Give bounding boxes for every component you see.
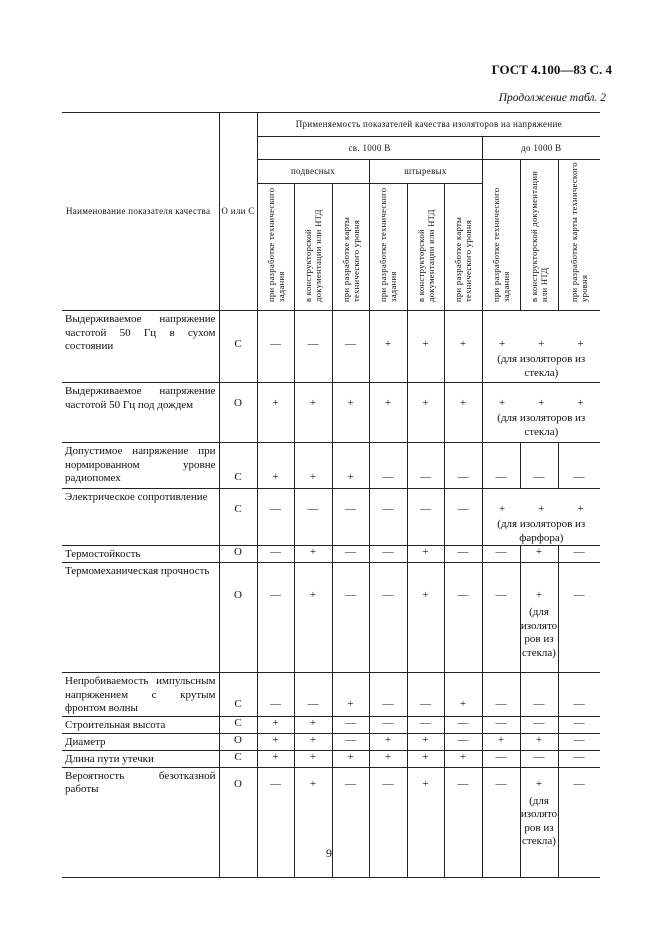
table-continuation-label: Продолжение табл. 2 [498,92,606,104]
applicability-mark: — [533,750,545,763]
header-suspended: подвесных [257,160,369,184]
applicability-mark: + [384,750,392,763]
applicability-mark: — [457,471,469,483]
applicability-cell [520,750,558,767]
header-subcol-7: при разработке технического задания [482,160,520,311]
applicability-mark: — [573,698,585,710]
applicability-cell [558,673,600,717]
applicability-cell [407,563,444,673]
applicability-cell [294,733,332,750]
indicator-name: Длина пути утечки [62,750,219,767]
table-row [62,546,600,563]
applicability-mark: — [495,777,507,790]
header-subcol-6: при разработке карты технического уровня [444,184,482,311]
applicability-mark: — [457,546,469,558]
applicability-mark: + [309,471,317,483]
o-or-c-value: О [219,767,257,877]
o-or-c-value: О [219,383,257,443]
applicability-cell [520,733,558,750]
applicability-mark: — [573,546,585,558]
applicability-cell: + [257,383,294,443]
applicability-cell [558,767,600,877]
applicability-mark: + [272,750,279,763]
o-or-c-value: О [219,733,257,750]
applicability-cell: — [369,489,407,546]
applicability-cell: — [332,489,369,546]
applicability-mark: — [457,777,469,790]
applicability-cell [407,546,444,563]
applicability-cell [332,716,369,733]
applicability-mark: + [459,750,467,763]
applicability-cell: — [407,489,444,546]
applicability-cell [332,733,369,750]
applicability-mark: — [345,733,356,746]
o-or-c-value: С [219,489,257,546]
applicability-cell: + [294,383,332,443]
applicability-mark: — [495,546,507,558]
applicability-mark: + [272,733,279,746]
applicability-mark: + [272,471,279,483]
applicability-cell [257,673,294,717]
indicator-name: Электрическое сопротивление [62,489,219,546]
applicability-mark: — [573,777,585,790]
indicator-name: Диаметр [62,733,219,750]
applicability-cell [558,733,600,750]
applicability-cell [257,563,294,673]
applicability-cell: — [332,311,369,383]
applicability-mark: + [497,733,505,746]
applicability-mark: — [270,777,281,790]
applicability-cell: + [332,383,369,443]
applicability-cell [482,750,520,767]
cell-note: (для изоляторов из стекла) [497,353,586,379]
applicability-mark: + [422,589,429,601]
applicability-cell [332,767,369,877]
applicability-mark: — [495,589,507,601]
applicability-cell [444,733,482,750]
applicability-cell [444,443,482,489]
indicator-name: Термостойкость [62,546,219,563]
applicability-cell [444,546,482,563]
header-subcol-2: в конструкторской документации или НТД [294,184,332,311]
applicability-mark: — [345,777,356,790]
indicator-name: Непробиваемость импульсным напряжением с крутым фронтом волны [62,673,219,717]
applicability-cell [444,750,482,767]
header-o-or-c: О или С [219,113,257,311]
applicability-cell [369,733,407,750]
applicability-cell [369,750,407,767]
applicability-cell [520,716,558,733]
applicability-cell [444,716,482,733]
header-pin: штыревых [369,160,482,184]
applicability-cell [444,673,482,717]
applicability-cell [482,767,520,877]
applicability-cell [294,563,332,673]
applicability-cell [520,563,558,673]
table-row [62,383,600,443]
applicability-cell [482,733,520,750]
applicability-mark: — [495,750,507,763]
applicability-cell [558,443,600,489]
applicability-mark: — [382,716,394,729]
applicability-cell [332,563,369,673]
header-subcol-4: при разработке технического задания [369,184,407,311]
applicability-mark: — [533,471,545,483]
applicability-mark: + [347,750,354,763]
applicability-cell [482,673,520,717]
applicability-cell [558,716,600,733]
table-row [62,563,600,673]
applicability-mark: — [573,750,585,763]
header-indicator-name: Наименование показателя качества [62,113,219,311]
o-or-c-value: С [219,750,257,767]
applicability-cell [294,546,332,563]
applicability-mark: — [382,698,394,710]
applicability-mark: — [573,716,585,729]
applicability-cell: + [498,338,506,350]
quality-indicators-table [62,112,600,878]
o-or-c-value: О [219,546,257,563]
indicator-name: Строительная высота [62,716,219,733]
applicability-mark: + [272,716,279,729]
applicability-cell [257,546,294,563]
applicability-mark: + [422,546,429,558]
applicability-cell: + [369,311,407,383]
applicability-cell [482,443,520,489]
applicability-cell [257,750,294,767]
applicability-mark: — [270,546,281,558]
applicability-mark: — [573,589,585,601]
applicability-mark: — [573,471,585,483]
o-or-c-value: С [219,673,257,717]
applicability-mark: — [533,716,545,729]
header-subcol-9: при разработке карты технического уровня [558,160,600,311]
applicability-cell [294,443,332,489]
table-row [62,750,600,767]
applicability-cell: + [407,311,444,383]
applicability-mark: — [495,716,507,729]
indicator-name: Вероятность безотказной работы [62,767,219,877]
applicability-cell: + [444,311,482,383]
applicability-mark: + [459,698,467,710]
applicability-cell: + [369,383,407,443]
cell-note: (для изоляторов из стекла) [497,412,586,438]
applicability-mark: + [309,716,317,729]
applicability-cell: + [577,397,584,409]
applicability-cell [407,443,444,489]
applicability-cell [482,546,520,563]
applicability-cell [257,443,294,489]
applicability-mark: — [382,777,394,790]
applicability-cell: + [577,338,584,350]
applicability-mark: + [535,777,543,790]
applicability-cell [369,563,407,673]
header-over-1000v: св. 1000 В [257,137,482,160]
applicability-cell: — [444,489,482,546]
applicability-cell [520,767,558,877]
applicability-cell [332,546,369,563]
applicability-mark: — [420,716,431,729]
applicability-mark: + [422,733,429,746]
applicability-cell [407,750,444,767]
table-row [62,489,600,546]
applicability-mark: — [345,716,356,729]
applicability-mark: + [535,589,543,601]
cell-note: (для изоляторов из стекла) [520,606,558,659]
applicability-cell: — [294,311,332,383]
applicability-cell [332,750,369,767]
applicability-mark: — [307,698,319,710]
table-row [62,673,600,717]
applicability-cell [482,716,520,733]
applicability-cell [257,767,294,877]
o-or-c-value: С [219,443,257,489]
page-number: 9 [326,846,332,860]
applicability-cell [444,563,482,673]
applicability-cell [520,673,558,717]
applicability-group-upto-1000 [482,489,600,546]
applicability-cell: — [294,489,332,546]
applicability-cell [520,546,558,563]
applicability-cell: + [577,503,584,515]
applicability-cell [407,673,444,717]
applicability-cell [407,767,444,877]
applicability-mark: — [457,589,469,601]
indicator-name: Выдерживаемое напряжение частотой 50 Гц в сухом состоянии [62,311,219,383]
applicability-cell [294,750,332,767]
applicability-cell: + [538,397,545,409]
applicability-group-upto-1000 [482,311,600,383]
applicability-cell: — [257,489,294,546]
applicability-mark: — [270,698,281,710]
header-upto-1000v: до 1000 В [482,137,600,160]
applicability-cell: + [498,397,506,409]
applicability-cell [332,673,369,717]
applicability-cell: + [538,338,545,350]
applicability-cell: + [538,503,545,515]
applicability-mark: + [422,750,429,763]
header-subcol-3: при разработке карты технического уровня [332,184,369,311]
indicator-name: Допустимое напряжение при нормированном уровне радиопомех [62,443,219,489]
applicability-cell: + [444,383,482,443]
applicability-mark: + [309,546,317,558]
applicability-mark: — [345,589,356,601]
applicability-cell [558,546,600,563]
applicability-cell: + [407,383,444,443]
applicability-cell [558,563,600,673]
table-row [62,716,600,733]
applicability-mark: + [535,546,543,558]
indicator-name: Выдерживаемое напряжение частотой 50 Гц под дождем [62,383,219,443]
applicability-cell [257,716,294,733]
applicability-mark: — [457,716,469,729]
o-or-c-value: С [219,716,257,733]
applicability-mark: + [422,777,429,790]
applicability-mark: + [309,733,317,746]
applicability-mark: — [270,589,281,601]
o-or-c-value: О [219,563,257,673]
header-subcol-1: при разработке технического задания [257,184,294,311]
table-row [62,733,600,750]
cell-note: (для изоляторов из стекла) [520,794,558,847]
applicability-mark: — [495,698,507,710]
header-subcol-8: в конструкторской документации или НТД [520,160,558,311]
applicability-cell [369,546,407,563]
applicability-mark: — [345,546,356,558]
applicability-group-upto-1000 [482,383,600,443]
applicability-mark: — [533,698,545,710]
applicability-cell [444,767,482,877]
cell-note: (для изоляторов из фарфора) [497,518,586,544]
header-applicability: Применяемость показателей качества изоляторов на напряжение [257,113,600,137]
applicability-cell [369,767,407,877]
applicability-mark: — [420,698,431,710]
applicability-cell [520,443,558,489]
applicability-mark: + [347,471,354,483]
applicability-cell [558,750,600,767]
o-or-c-value: С [219,311,257,383]
table-row [62,443,600,489]
header-subcol-5: в конструкторской документации или НТД [407,184,444,311]
applicability-mark: + [309,589,317,601]
applicability-cell: — [257,311,294,383]
applicability-mark: — [573,733,585,746]
applicability-cell [294,716,332,733]
indicator-name: Термомеханическая прочность [62,563,219,673]
applicability-mark: + [309,750,317,763]
applicability-cell [369,716,407,733]
document-header: ГОСТ 4.100—83 С. 4 [491,62,612,77]
applicability-mark: — [420,471,431,483]
applicability-cell [369,443,407,489]
applicability-cell [294,673,332,717]
applicability-cell [332,443,369,489]
applicability-mark: — [382,546,394,558]
applicability-mark: — [457,733,469,746]
applicability-cell [369,673,407,717]
applicability-cell [407,716,444,733]
applicability-mark: — [382,471,394,483]
applicability-cell: + [498,503,506,515]
applicability-mark: + [347,698,354,710]
table-row [62,311,600,383]
applicability-mark: — [382,589,394,601]
applicability-cell [482,563,520,673]
applicability-cell [407,733,444,750]
applicability-cell [257,733,294,750]
applicability-mark: + [309,777,317,790]
applicability-mark: — [495,471,507,483]
applicability-mark: + [384,733,392,746]
applicability-mark: + [535,733,543,746]
